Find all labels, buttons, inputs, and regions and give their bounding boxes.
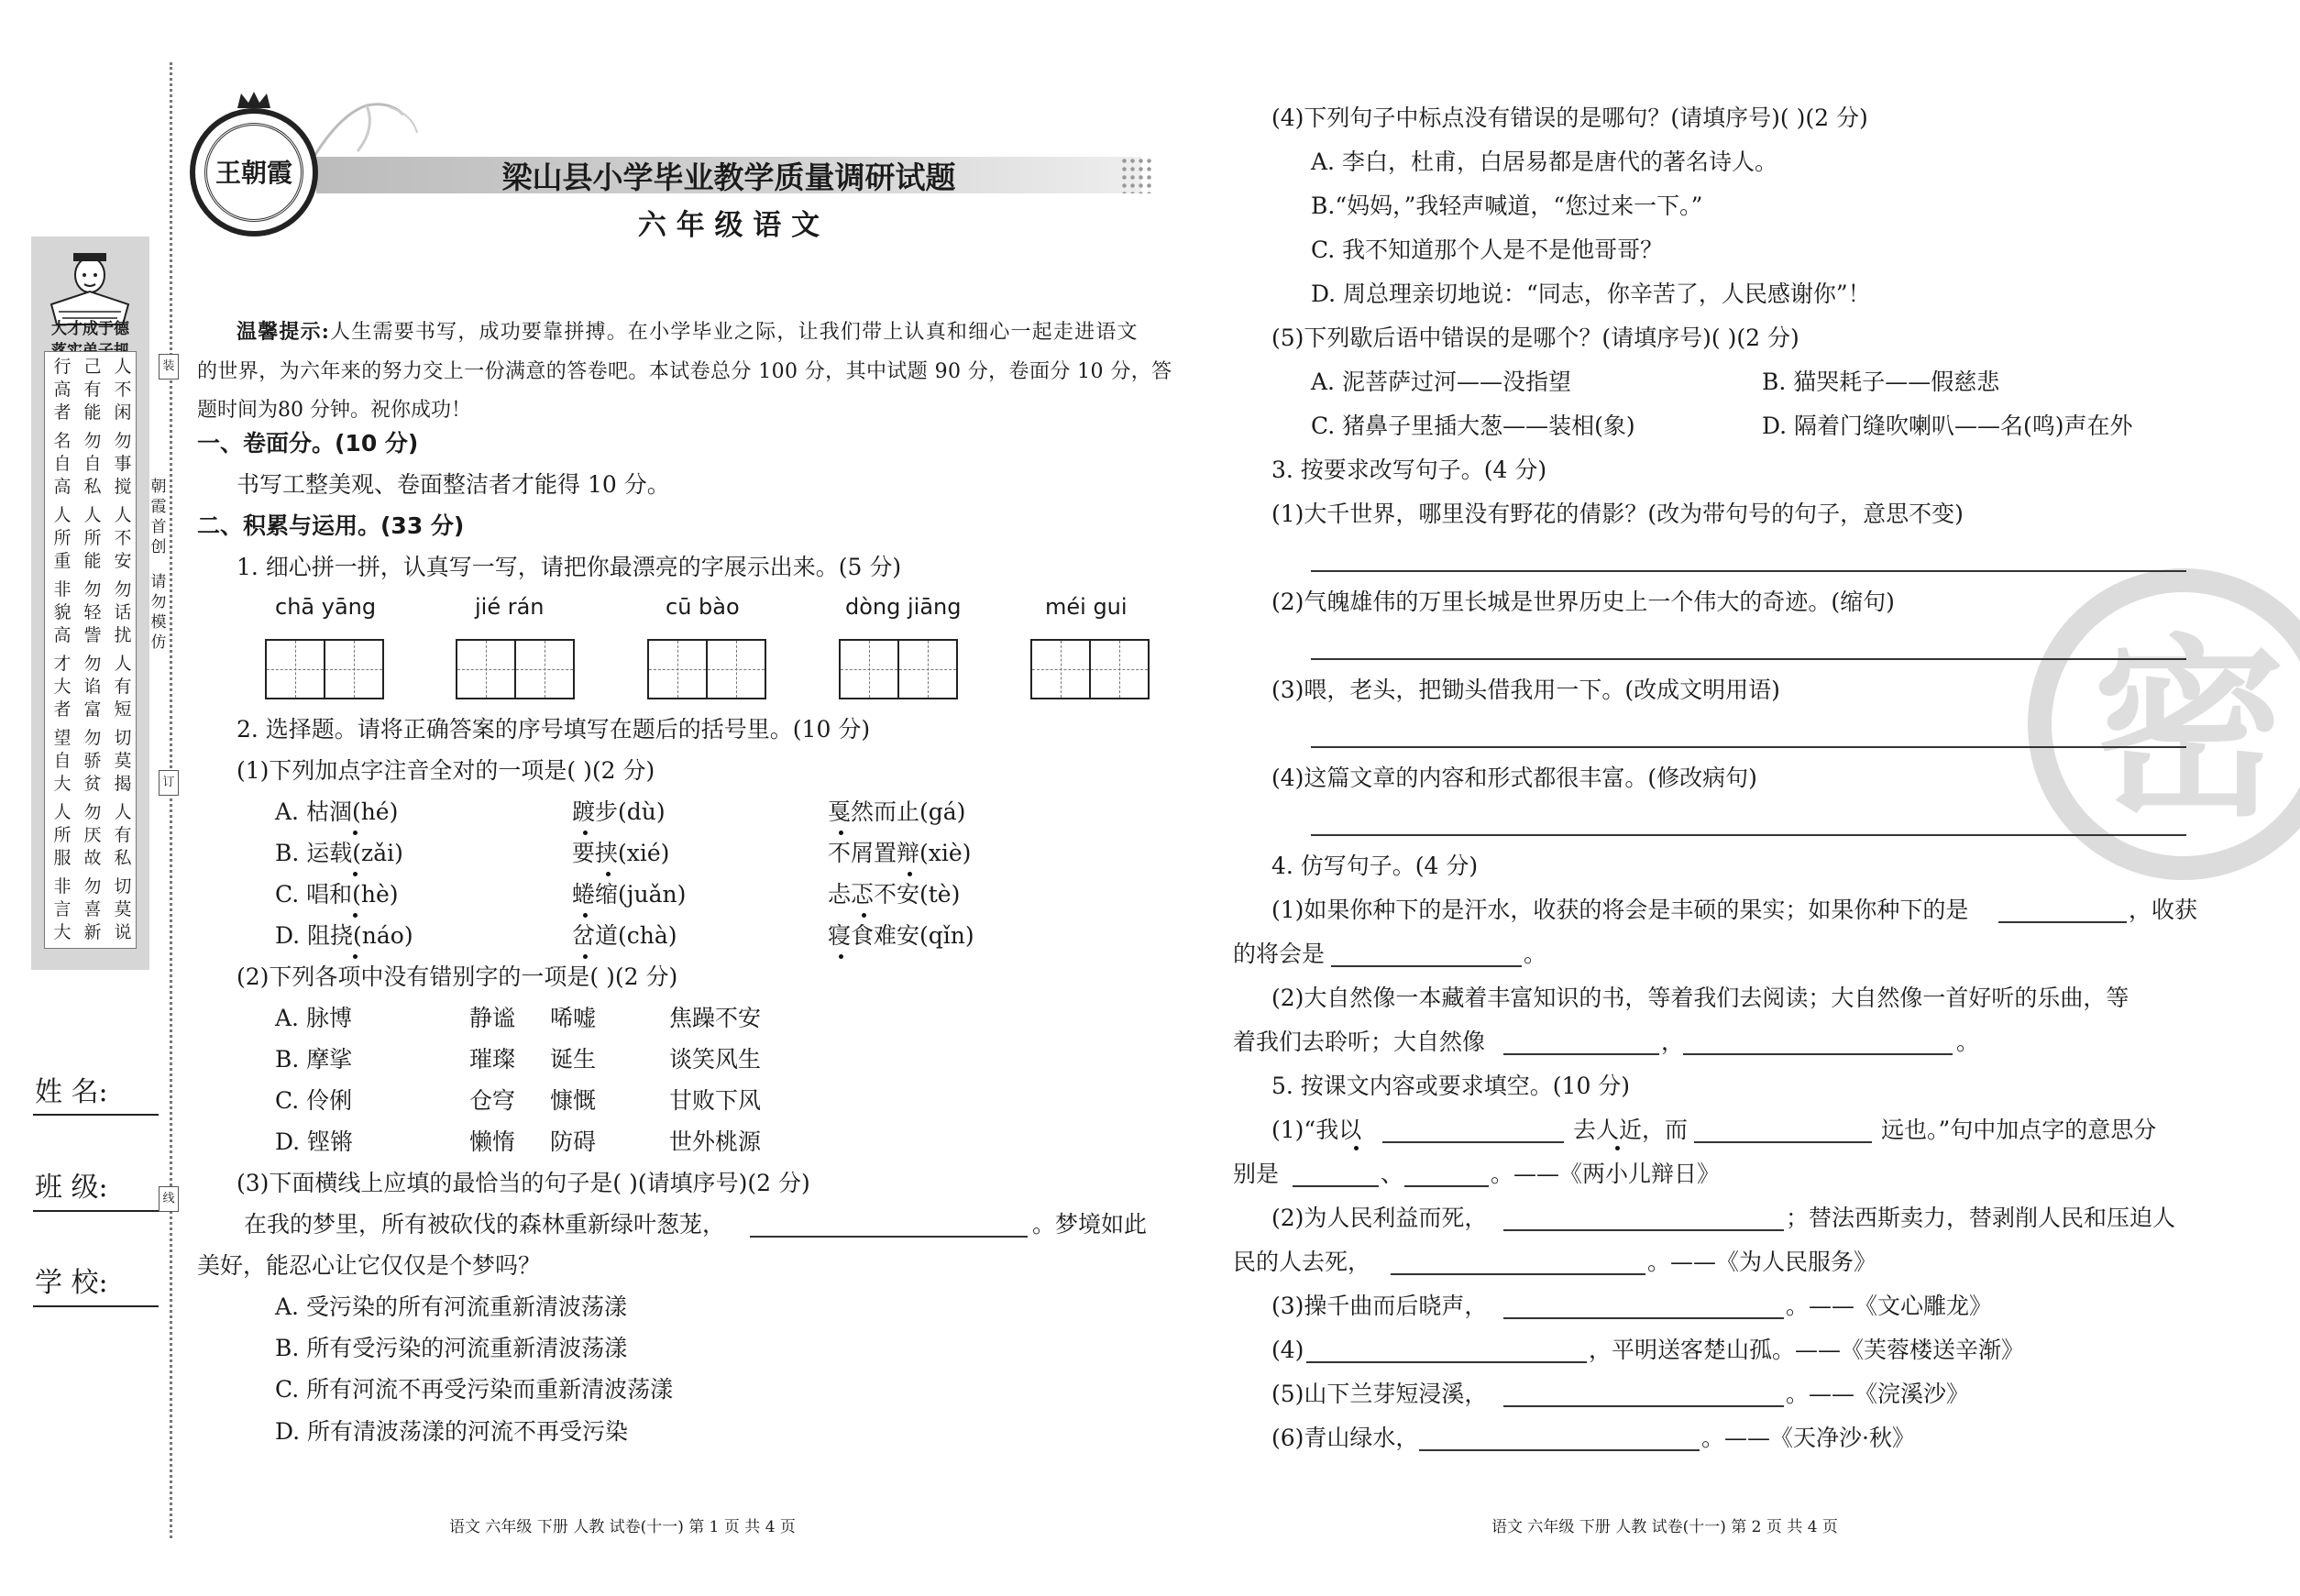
writing-box[interactable] (456, 639, 516, 699)
q2-4-opt-d: D. 周总理亲切地说：“同志，你辛苦了，人民感谢你”！ (1311, 281, 1871, 307)
q4-blank-1[interactable] (1998, 921, 2127, 923)
q2-1-c1: C. 唱和(hè) (275, 881, 399, 908)
q4-item-1b: ，收获 (2129, 897, 2198, 923)
q5-stem: 5. 按课文内容或要求填空。(10 分) (1271, 1073, 1631, 1099)
q2-4-stem: (4)下列句子中标点没有错误的是哪句？(请填序号)( )(2 分) (1271, 105, 1868, 131)
q5-blank-10[interactable] (1419, 1449, 1700, 1451)
q3-item-2: (2)气魄雄伟的万里长城是世界历史上一个伟大的奇迹。(缩句) (1271, 589, 1895, 615)
q5-item-5a: (5)山下兰芽短浸溪， (1271, 1381, 1488, 1407)
q2-2-d3: 防碍 (550, 1128, 597, 1155)
q2-5-opt-d: D. 隔着门缝吹喇叭——名(鸣)声在外 (1762, 413, 2133, 439)
q3-item-4: (4)这篇文章的内容和形式都很丰富。(修改病句) (1271, 765, 1757, 791)
q2-2-d2: 懒惰 (469, 1128, 516, 1155)
q2-3-opt-c: C. 所有河流不再受污染而重新清波荡漾 (275, 1376, 674, 1403)
writing-box[interactable] (1030, 639, 1091, 699)
q4-blank-2[interactable] (1331, 965, 1522, 967)
exam-title: 梁山县小学毕业教学质量调研试题 (501, 160, 956, 195)
q2-2-c4: 甘败下风 (669, 1087, 762, 1114)
writing-box[interactable] (324, 639, 384, 699)
q3-answer-line-2[interactable] (1311, 658, 2186, 660)
q5-blank-8[interactable] (1306, 1361, 1587, 1363)
q4-stem: 4. 仿写句子。(4 分) (1271, 853, 1479, 879)
q5-blank-1[interactable] (1382, 1141, 1564, 1143)
q5-blank-5[interactable] (1503, 1229, 1784, 1231)
q2-3-opt-d: D. 所有清波荡漾的河流不再受污染 (275, 1418, 629, 1445)
q2-stem: 2. 选择题。请将正确答案的序号填写在题后的括号里。(10 分) (237, 716, 871, 743)
logo-inner (204, 123, 303, 222)
q2-3-stem: (3)下面横线上应填的最恰当的句子是( )(请填序号)(2 分) (237, 1170, 810, 1196)
writing-box[interactable] (706, 639, 766, 699)
q3-answer-line-3[interactable] (1311, 746, 2186, 748)
writing-box[interactable] (839, 639, 899, 699)
tip-line-2: 的世界，为六年来的努力交上一份满意的答卷吧。本试卷总分 100 分，其中试题 90 分，卷面分 10 分，答 (197, 360, 1172, 383)
q3-item-1: (1)大千世界，哪里没有野花的倩影？(改为带句号的句子，意思不变) (1271, 501, 1964, 527)
logo-text: 王朝霞 (215, 158, 292, 188)
q3-stem: 3. 按要求改写句子。(4 分) (1271, 457, 1547, 483)
q2-5-opt-b: B. 猫哭耗子——假慈悲 (1762, 369, 2000, 395)
q5-item-2c: 民的人去死， (1233, 1249, 1371, 1275)
q2-3-text-1b: 。梦境如此 (1032, 1211, 1148, 1238)
tip-line-1: 温馨提示:人生需要书写，成功要靠拼搏。在小学毕业之际，让我们带上认真和细心一起走进语文 (237, 320, 1139, 344)
q2-1-d1: D. 阻挠(náo) (275, 922, 413, 949)
emphasis-dot (862, 913, 866, 918)
copyright-text-1: 朝霞首创 (150, 478, 167, 556)
motto-box (44, 351, 137, 949)
q4-item-2b: 着我们去聆听；大自然像 (1233, 1029, 1486, 1055)
slogan-1: 大才成于德 (51, 320, 129, 338)
pinyin-2: jié rán (475, 594, 545, 620)
fold-line (170, 62, 172, 1538)
school-field[interactable] (33, 1305, 159, 1307)
q2-1-b3: 不屑置辩(xiè) (828, 840, 972, 866)
school-label: 学 校: (35, 1267, 108, 1299)
section-1-desc: 书写工整美观、卷面整洁者才能得 10 分。 (237, 471, 670, 498)
footer-right: 语文 六年级 下册 人教 试卷(十一) 第 2 页 共 4 页 (1491, 1518, 1838, 1536)
q2-1-d2: 岔道(chà) (572, 922, 677, 949)
q2-2-c3: 慷慨 (550, 1087, 597, 1114)
q1-stem: 1. 细心拼一拼，认真写一写，请把你最漂亮的字展示出来。(5 分) (237, 554, 902, 580)
motto-sidebar (31, 237, 149, 970)
q2-3-opt-b: B. 所有受污染的河流重新清波荡漾 (275, 1335, 628, 1361)
emphasis-dot (1615, 1146, 1620, 1150)
q4-item-2d: 。 (1956, 1029, 1980, 1055)
q5-item-1b: 去人近，而 (1573, 1117, 1689, 1143)
q2-2-c2: 仓穹 (469, 1087, 516, 1114)
q2-5-opt-c: C. 猪鼻子里插大葱——装相(象) (1311, 413, 1635, 439)
q5-item-3b: 。——《文心雕龙》 (1786, 1293, 1993, 1319)
q2-3-opt-a: A. 受污染的所有河流重新清波荡漾 (275, 1293, 627, 1320)
q5-item-1c: 远也。”句中加点字的意思分 (1881, 1117, 2157, 1143)
q2-1-b2: 要挟(xié) (572, 840, 670, 866)
q5-item-2d: 。——《为人民服务》 (1647, 1249, 1877, 1275)
watermark-seal (2028, 568, 2300, 880)
binding-mark-3: 线 (159, 1186, 179, 1212)
q5-blank-2[interactable] (1694, 1141, 1872, 1143)
q3-item-3: (3)喂，老头，把锄头借我用一下。(改成文明用语) (1271, 677, 1780, 703)
motto-group: 人有短 勿谄富 才大者 (53, 654, 132, 720)
q5-item-5b: 。——《浣溪沙》 (1786, 1381, 1970, 1407)
writing-box[interactable] (265, 639, 325, 699)
q2-1-c3: 忐忑不安(tè) (828, 881, 961, 908)
q4-item-2c: ， (1661, 1029, 1685, 1055)
q2-2-a3: 唏嘘 (550, 1005, 597, 1031)
watermark-glyph: 密 (2092, 616, 2285, 842)
q5-item-3a: (3)操千曲而后晓声， (1271, 1293, 1488, 1319)
emphasis-dot (353, 913, 358, 918)
name-label: 姓 名: (35, 1076, 108, 1108)
q4-blank-4[interactable] (1683, 1053, 1953, 1055)
q2-4-opt-c: C. 我不知道那个人是不是他哥哥？ (1311, 237, 1664, 263)
tip-line-3: 题时间为80 分钟。祝你成功！ (197, 399, 471, 422)
q2-5-opt-a: A. 泥菩萨过河——没指望 (1311, 369, 1571, 395)
motto-group: 人有私 勿厌故 人所服 (53, 802, 132, 868)
emphasis-dot (1354, 1146, 1359, 1150)
brand-logo (190, 108, 318, 237)
q2-1-a2: 踱步(dù) (572, 798, 666, 825)
crown-icon (236, 90, 272, 110)
emphasis-dot (839, 954, 843, 959)
q2-4-opt-b: B.“妈妈，”我轻声喊道，“您过来一下。” (1311, 193, 1703, 219)
emphasis-dot (839, 831, 843, 835)
q5-item-6b: 。——《天净沙·秋》 (1701, 1425, 1915, 1451)
q4-item-1d: 。 (1524, 941, 1547, 967)
q2-1-stem: (1)下列加点字注音全对的一项是( )(2 分) (237, 757, 655, 784)
emphasis-dot (353, 954, 358, 959)
q5-item-6a: (6)青山绿水， (1271, 1425, 1419, 1451)
q2-2-d4: 世外桃源 (669, 1128, 762, 1155)
q2-2-a4: 焦躁不安 (669, 1005, 762, 1031)
class-label: 班 级: (35, 1172, 108, 1204)
class-field[interactable] (33, 1210, 159, 1212)
q2-4-opt-a: A. 李白，杜甫，白居易都是唐代的著名诗人。 (1311, 149, 1777, 175)
q2-3-blank[interactable] (750, 1236, 1028, 1238)
motto-group: 人不闲 己有能 行高者 (53, 357, 132, 423)
emphasis-dot (583, 954, 588, 959)
writing-box[interactable] (647, 639, 708, 699)
motto-group: 人不安 人所能 人所重 (53, 505, 132, 571)
pinyin-4: dòng jiāng (845, 594, 962, 620)
q5-item-4a: (4) (1271, 1337, 1304, 1363)
emphasis-dot (353, 872, 358, 876)
motto-group: 勿话扰 勿轻訾 非貌高 (53, 579, 132, 645)
q2-1-b1: B. 运载(zǎi) (275, 840, 403, 866)
name-field[interactable] (33, 1114, 159, 1116)
q5-item-1f: 。——《两小儿辩日》 (1491, 1161, 1721, 1187)
q4-item-1a: (1)如果你种下的是汗水，收获的将会是丰硕的果实；如果你种下的是 (1271, 897, 1969, 923)
q5-blank-3[interactable] (1293, 1185, 1379, 1187)
binding-mark-1: 装 (159, 354, 179, 380)
q2-2-b4: 谈笑风生 (669, 1046, 762, 1073)
q5-item-4b: ，平明送客楚山孤。——《芙蓉楼送辛渐》 (1589, 1337, 2025, 1363)
q5-item-2a: (2)为人民利益而死， (1271, 1205, 1488, 1231)
q5-blank-7[interactable] (1503, 1317, 1784, 1319)
motto-group: 切莫揭 勿骄贫 望自大 (53, 728, 132, 794)
section-2-heading: 二、积累与运用。(33 分) (197, 512, 465, 539)
q4-item-2a: (2)大自然像一本藏着丰富知识的书，等着我们去阅读；大自然像一首好听的乐曲，等 (1271, 985, 2129, 1011)
writing-box[interactable] (514, 639, 575, 699)
q3-answer-line-4[interactable] (1311, 834, 2186, 836)
q5-item-2b: ；替法西斯卖力，替剥削人民和压迫人 (1786, 1205, 2176, 1231)
pinyin-1: chā yāng (275, 594, 377, 620)
q2-2-a2: 静谧 (469, 1005, 516, 1031)
q5-blank-6[interactable] (1391, 1273, 1645, 1275)
footer-left: 语文 六年级 下册 人教 试卷(十一) 第 1 页 共 4 页 (449, 1518, 796, 1536)
q2-1-a3: 戛然而止(gá) (828, 798, 966, 825)
q5-blank-4[interactable] (1404, 1185, 1489, 1187)
pinyin-3: cū bào (666, 594, 740, 620)
exam-subtitle: 六 年 级 语 文 (637, 209, 820, 242)
q2-2-b2: 璀璨 (469, 1046, 516, 1073)
q2-5-stem: (5)下列歇后语中错误的是哪个？(请填序号)( )(2 分) (1271, 325, 1799, 351)
q2-3-text-1: 在我的梦里，所有被砍伐的森林重新绿叶葱茏， (244, 1211, 726, 1238)
section-1-heading: 一、卷面分。(10 分) (197, 430, 419, 457)
q5-item-1a: (1)“我以 (1271, 1117, 1362, 1143)
binding-mark-2: 订 (159, 770, 179, 796)
q2-1-d3: 寝食难安(qǐn) (828, 922, 974, 949)
motto-group: 勿事搅 勿自私 名自高 (53, 431, 132, 497)
q2-3-text-2: 美好，能忍心让它仅仅是个梦吗？ (197, 1252, 542, 1279)
writing-box[interactable] (897, 639, 958, 699)
q2-1-c2: 蜷缩(juǎn) (572, 881, 687, 908)
tip-label: 温馨提示: (237, 320, 331, 344)
emphasis-dot (353, 831, 358, 835)
q2-1-a1: A. 枯涸(hé) (275, 798, 399, 825)
motto-group: 切莫说 勿喜新 非言大 (53, 876, 132, 942)
pinyin-5: méi gui (1045, 594, 1128, 620)
copyright-text-2: 请勿模仿 (150, 573, 167, 652)
q2-2-a1: A. 脉博 (275, 1005, 352, 1031)
emphasis-dot (606, 872, 611, 876)
q5-item-1d: 别是 (1233, 1161, 1280, 1187)
emphasis-dot (583, 831, 588, 835)
q3-answer-line-1[interactable] (1311, 570, 2186, 572)
q2-2-d1: D. 铿锵 (275, 1128, 354, 1155)
q4-item-1c: 的将会是 (1233, 941, 1326, 967)
emphasis-dot (908, 872, 912, 876)
writing-box[interactable] (1089, 639, 1150, 699)
q5-blank-9[interactable] (1503, 1405, 1784, 1407)
q2-2-b1: B. 摩挲 (275, 1046, 353, 1073)
q2-2-c1: C. 伶俐 (275, 1087, 353, 1114)
q5-item-1e: 、 (1381, 1161, 1404, 1187)
q4-blank-3[interactable] (1503, 1053, 1659, 1055)
emphasis-dot (583, 913, 588, 918)
q2-2-stem: (2)下列各项中没有错别字的一项是( )(2 分) (237, 963, 678, 990)
q2-2-b3: 诞生 (550, 1046, 597, 1073)
